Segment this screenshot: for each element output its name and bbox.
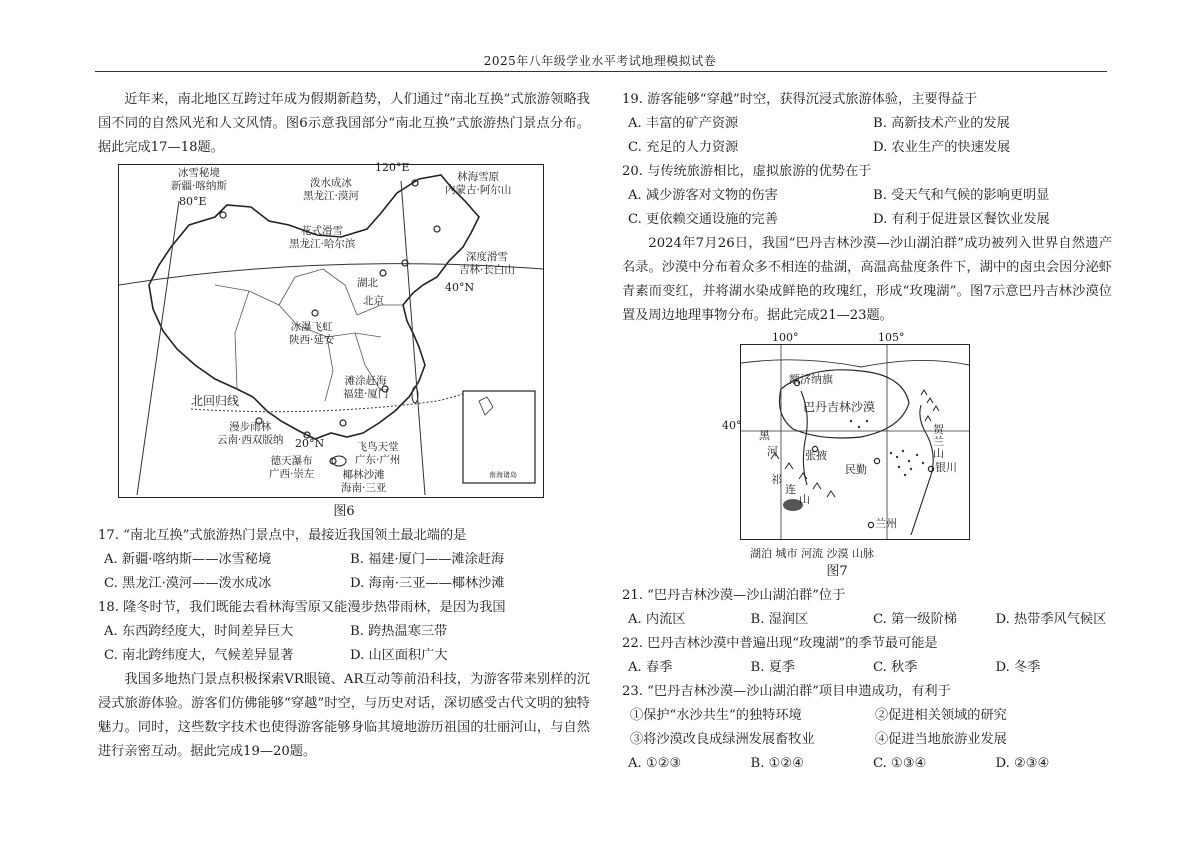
fig7-label-hei: 黑 (759, 429, 770, 442)
q18-option-b: B. 跨热温寒三带 (350, 624, 448, 639)
label-yelin: 椰林沙滩 海南·三亚 (341, 469, 387, 494)
q20-option-d: D. 有利于促进景区餐饮业发展 (873, 212, 1050, 227)
q19-option-b: B. 高新技术产业的发展 (873, 116, 1010, 131)
fig7-lon-100: 100° (772, 331, 799, 344)
figure-7-map (740, 344, 970, 540)
q21-options (622, 608, 1112, 632)
q19-option-c: C. 充足的人力资源 (628, 140, 739, 155)
q18-stem: 18. 隆冬时节，我们既能去看林海雪原又能漫步热带雨林，是因为我国 (98, 600, 506, 615)
fig7-lon-105: 105° (878, 331, 905, 344)
fig7-label-helan1: 贺 (933, 423, 944, 436)
q21-option-a: A. 内流区 (628, 612, 686, 627)
label-nanhai: 南海诸岛 (489, 471, 517, 479)
q19-stem: 19. 游客能够“穿越”时空，获得沉浸式旅游体验，主要得益于 (622, 92, 978, 107)
q20-option-c: C. 更依赖交通设施的完善 (628, 212, 778, 227)
label-120e: 120°E (375, 161, 410, 174)
q22-option-a: A. 春季 (628, 660, 673, 675)
q20-options (622, 184, 1112, 232)
q23-stem: 23. “巴丹吉林沙漠—沙山湖泊群”项目申遗成功，有利于 (622, 684, 951, 699)
q23-option-b: B. ①②④ (750, 756, 805, 771)
fig7-label-qilian3: 山 (799, 493, 810, 506)
fig7-label-qilian2: 连 (785, 483, 796, 496)
fig7-label-lanzhou: 兰州 (875, 517, 897, 530)
q20-option-a: A. 减少游客对文物的伤害 (628, 188, 778, 203)
fig7-label-minqin: 民勤 (845, 463, 867, 476)
q23-option-a: A. ①②③ (628, 756, 682, 771)
label-tantu: 滩涂赶海 福建·厦门 (343, 375, 389, 400)
q20-option-b: B. 受天气和气候的影响更明显 (873, 188, 1050, 203)
q17-option-c: C. 黑龙江·漠河——泼水成冰 (104, 576, 272, 591)
q20-stem: 20. 与传统旅游相比，虚拟旅游的优势在于 (622, 164, 872, 179)
q22-option-c: C. 秋季 (873, 660, 918, 675)
right-column (622, 88, 1112, 776)
label-bingpu: 冰瀑飞虹 陕西·延安 (289, 321, 335, 346)
q18-option-c: C. 南北跨纬度大，气候差异显著 (104, 648, 294, 663)
label-tropic: 北回归线 (191, 394, 240, 408)
fig7-label-badan: 巴丹吉林沙漠 (803, 400, 876, 414)
q17-option-d: D. 海南·三亚——椰林沙滩 (350, 576, 505, 591)
label-binxue: 冰雪秘境 新疆·喀纳斯 (171, 167, 227, 192)
intro-17-18: 近年来，南北地区互跨过年成为假期新趋势，人们通过“南北互换”式旅游领略我国不同的自然风光和人文风情。图6示意我国部分“南北互换”式旅游热门景点分布。据此完成17—18题。 (98, 92, 590, 155)
q21-option-b: B. 湿润区 (750, 612, 809, 627)
q18-option-a: A. 东西跨经度大，时间差异巨大 (104, 624, 294, 639)
label-80e: 80°E (179, 195, 207, 208)
label-feiniao: 飞鸟天堂 广东·广州 (355, 441, 401, 466)
fig7-label-yinchuan: 银川 (935, 461, 957, 474)
figure-6-caption: 图6 (333, 504, 355, 519)
fig7-label-ejina: 额济纳旗 (789, 373, 833, 386)
q21-option-d: D. 热带季风气候区 (995, 612, 1107, 627)
label-beijing: 北京 (363, 295, 384, 307)
label-detian: 德天瀑布 广西·崇左 (269, 455, 315, 480)
label-20n: 20°N (295, 437, 325, 450)
q22-option-b: B. 夏季 (750, 660, 795, 675)
fig7-label-helan2: 兰 (933, 435, 944, 448)
intro-19-20: 我国多地热门景点积极探索VR眼镜、AR互动等前沿科技，为游客带来别样的沉浸式旅游体验。游客们仿佛能够“穿越”时空，与历史对话，深切感受古代文明的独特魅力。同时，这些数字技术也使得游客能够身临其境地游历祖国的壮丽河山，与自然进行亲密互动。据此完成19—20题。 (98, 672, 590, 759)
fig7-label-helan3: 山 (933, 447, 944, 460)
fig7-lat-40: 40° (722, 419, 742, 432)
q23-option-d: D. ②③④ (995, 756, 1050, 771)
q19-option-a: A. 丰富的矿产资源 (628, 116, 739, 131)
q21-stem: 21. “巴丹吉林沙漠—沙山湖泊群”位于 (622, 588, 846, 603)
q23-options (622, 752, 1112, 776)
q17-stem: 17. “南北互换”式旅游热门景点中，最接近我国领土最北端的是 (98, 528, 467, 543)
label-manbu: 漫步雨林 云南·西双版纳 (217, 421, 284, 446)
intro-21-23: 2024年7月26日，我国“巴丹吉林沙漠—沙山湖泊群”成功被列入世界自然遗产名录。沙漠中分布着众多不相连的盐湖，高温高盐度条件下，湖中的卤虫会因分泌虾青素而变红，并将湖水染成鲜艳的玫瑰红，形成“玫瑰湖”。图7示意巴丹吉林沙漠位置及周边地理事物分布。据此完成21—23题。 (622, 236, 1112, 323)
q19-option-d: D. 农业生产的快速发展 (873, 140, 1011, 155)
label-40n: 40°N (445, 281, 475, 294)
label-hubei: 湖北 (357, 277, 378, 289)
fig7-label-he: 河 (767, 445, 778, 458)
fig7-legend: 湖泊 城市 河流 沙漠 山脉 (750, 547, 874, 560)
q23-items (622, 704, 1112, 752)
label-bingpo: 泼水成冰 黑龙江·漠河 (303, 177, 359, 202)
q17-options (98, 548, 590, 596)
fig7-label-qilian1: 祁 (771, 473, 782, 486)
q19-options (622, 112, 1112, 160)
q18-options (98, 620, 590, 668)
left-column (98, 88, 590, 764)
fig7-label-zhangye: 张掖 (805, 449, 827, 462)
q22-stem: 22. 巴丹吉林沙漠中普遍出现“玫瑰湖”的季节最可能是 (622, 636, 938, 651)
q23-option-c: C. ①③④ (873, 756, 927, 771)
label-huashi: 花式滑雪 黑龙江·哈尔滨 (289, 225, 356, 250)
q18-option-d: D. 山区面积广大 (350, 648, 448, 663)
q23-item-1: ①保护“水沙共生”的独特环境 (630, 708, 802, 723)
header-rule (95, 71, 1107, 72)
label-linhai: 林海雪原 内蒙古·阿尔山 (445, 171, 512, 196)
q22-option-d: D. 冬季 (995, 660, 1041, 675)
q23-item-3: ③将沙漠改良成绿洲发展畜牧业 (630, 732, 815, 747)
q17-option-b: B. 福建·厦门——滩涂赶海 (350, 552, 505, 567)
figure-7-caption: 图7 (826, 564, 848, 579)
q21-option-c: C. 第一级阶梯 (873, 612, 957, 627)
label-shendu: 深度滑雪 吉林·长白山 (459, 251, 515, 276)
q17-option-a: A. 新疆·喀纳斯——冰雪秘境 (104, 552, 272, 567)
figure-6-map (118, 161, 544, 498)
exam-title: 2025年八年级学业水平考试地理模拟试卷 (483, 54, 717, 68)
q22-options (622, 656, 1112, 680)
q23-item-2: ②促进相关领域的研究 (875, 708, 1007, 723)
q23-item-4: ④促进当地旅游业发展 (875, 732, 1007, 747)
